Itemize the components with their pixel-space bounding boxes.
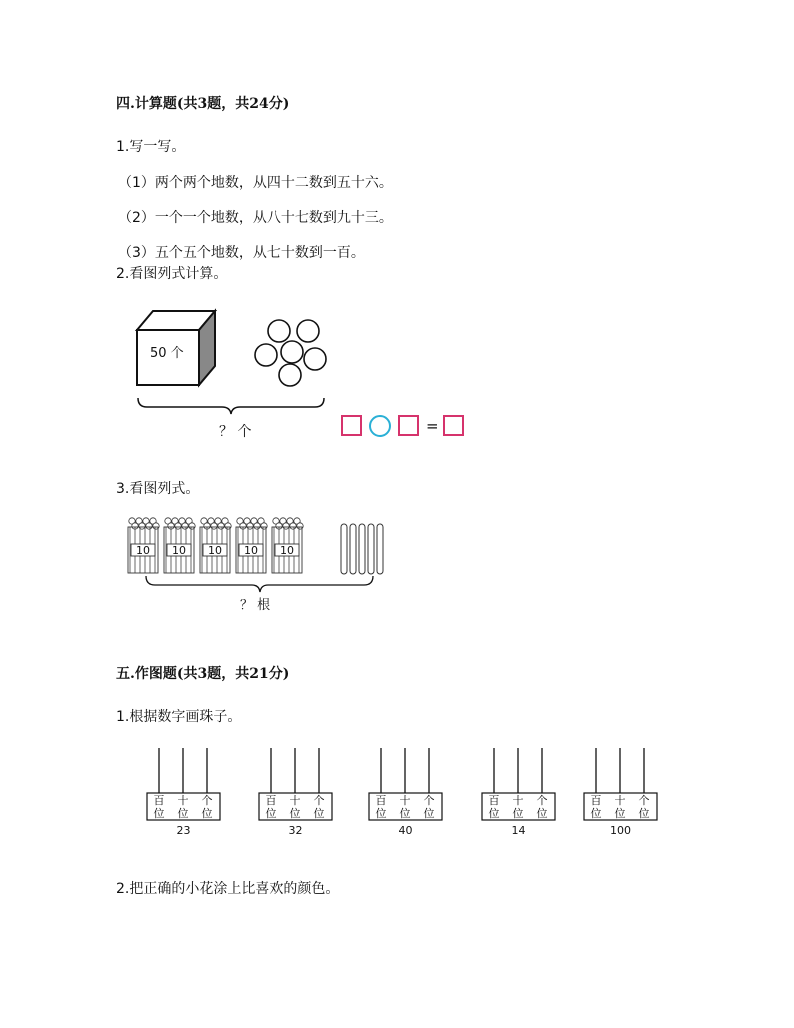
section4-heading: 四.计算题(共3题，共24分) — [116, 96, 290, 112]
abacus[interactable] — [369, 748, 442, 837]
bundle-label: 10 — [244, 544, 258, 557]
s5-q1-title: 1.根据数字画珠子。 — [116, 709, 242, 725]
place-label: 位 — [201, 807, 213, 820]
place-label: 百 — [375, 794, 387, 807]
place-label: 个 — [638, 794, 650, 807]
q3-brace-label: ？ 根 — [240, 598, 271, 613]
place-label: 十 — [289, 794, 301, 807]
abacus-number: 14 — [511, 824, 526, 837]
place-label: 百 — [265, 794, 277, 807]
place-label: 位 — [313, 807, 325, 820]
q3-title: 3.看图列式。 — [116, 481, 200, 497]
place-label: 位 — [375, 807, 387, 820]
place-label: 位 — [638, 807, 650, 820]
place-label: 位 — [536, 807, 548, 820]
equals-sign: = — [426, 417, 439, 435]
place-label: 个 — [313, 794, 325, 807]
place-label: 百 — [590, 794, 602, 807]
place-label: 十 — [512, 794, 524, 807]
place-label: 位 — [614, 807, 626, 820]
q1-item-3: （3）五个五个地数，从七十数到一百。 — [118, 245, 365, 261]
abacus-number: 32 — [288, 824, 303, 837]
place-label: 百 — [488, 794, 500, 807]
cube-label: 50 个 — [150, 346, 184, 361]
q1-item-1: （1）两个两个地数，从四十二数到五十六。 — [118, 175, 393, 191]
bundle-label: 10 — [172, 544, 186, 557]
s5-q2-title: 2.把正确的小花涂上比喜欢的颜色。 — [116, 881, 340, 897]
place-label: 位 — [590, 807, 602, 820]
abacus[interactable] — [259, 748, 332, 837]
q1-item-2: （2）一个一个地数，从八十七数到九十三。 — [118, 210, 393, 226]
abacus-number: 40 — [398, 824, 413, 837]
place-label: 位 — [512, 807, 524, 820]
place-label: 百 — [153, 794, 165, 807]
abaci-group — [147, 748, 657, 837]
place-label: 位 — [265, 807, 277, 820]
bundle-label: 10 — [280, 544, 294, 557]
q1-title: 1.写一写。 — [116, 139, 186, 155]
q2-title: 2.看图列式计算。 — [116, 266, 228, 282]
abacus-number: 23 — [176, 824, 191, 837]
abacus-number: 100 — [610, 824, 631, 837]
abacus[interactable] — [147, 748, 220, 837]
q2-brace-label: ？ 个 — [219, 424, 252, 440]
bundle-label: 10 — [136, 544, 150, 557]
abacus[interactable] — [584, 748, 657, 837]
section5-heading: 五.作图题(共3题，共21分) — [116, 666, 290, 682]
place-label: 位 — [399, 807, 411, 820]
place-label: 十 — [614, 794, 626, 807]
place-label: 个 — [423, 794, 435, 807]
place-label: 位 — [423, 807, 435, 820]
abacus[interactable] — [482, 748, 555, 837]
place-label: 位 — [289, 807, 301, 820]
place-label: 位 — [488, 807, 500, 820]
place-label: 个 — [536, 794, 548, 807]
bundle-label: 10 — [208, 544, 222, 557]
place-label: 个 — [201, 794, 213, 807]
place-label: 位 — [153, 807, 165, 820]
place-label: 位 — [177, 807, 189, 820]
place-label: 十 — [177, 794, 189, 807]
place-label: 十 — [399, 794, 411, 807]
